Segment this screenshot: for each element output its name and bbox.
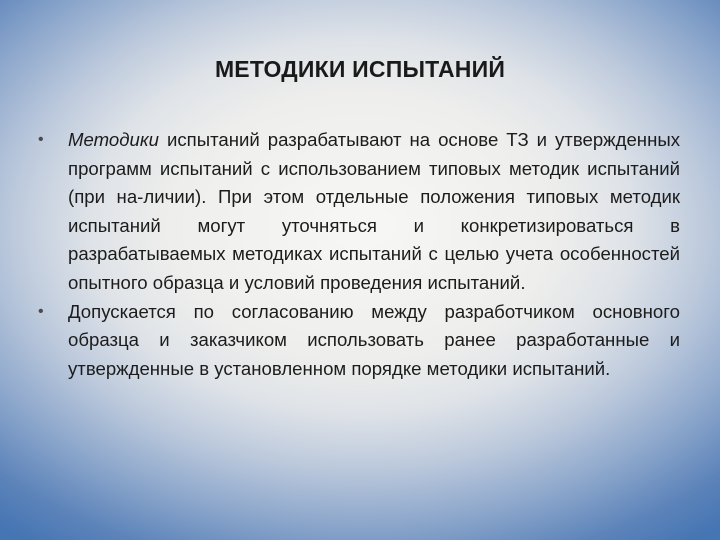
bullet-italic-lead: Методики bbox=[68, 129, 159, 150]
bullet-text: испытаний разрабатывают на основе ТЗ и утвержденных программ испытаний с использованием типовых методик испытаний (при на-личии). При этом отдельные положения типовых методик испытаний могут уточняться и конкретизироваться в разрабатываемых методиках испытаний с целью учета особенностей опытного образца и условий проведения испытаний. bbox=[68, 129, 680, 293]
bullet-marker: • bbox=[38, 131, 44, 148]
bullet-text: Допускается по согласованию между разработчиком основного образца и заказчиком использовать ранее разработанные и утвержденные в установленном порядке методики испытаний. bbox=[68, 300, 680, 379]
bullet-item-methods bbox=[38, 126, 680, 298]
bullet-list bbox=[38, 126, 680, 383]
slide-title: МЕТОДИКИ ИСПЫТАНИЙ bbox=[214, 56, 506, 82]
bullet-marker: • bbox=[38, 302, 44, 320]
bullet-item-approval bbox=[38, 298, 680, 384]
